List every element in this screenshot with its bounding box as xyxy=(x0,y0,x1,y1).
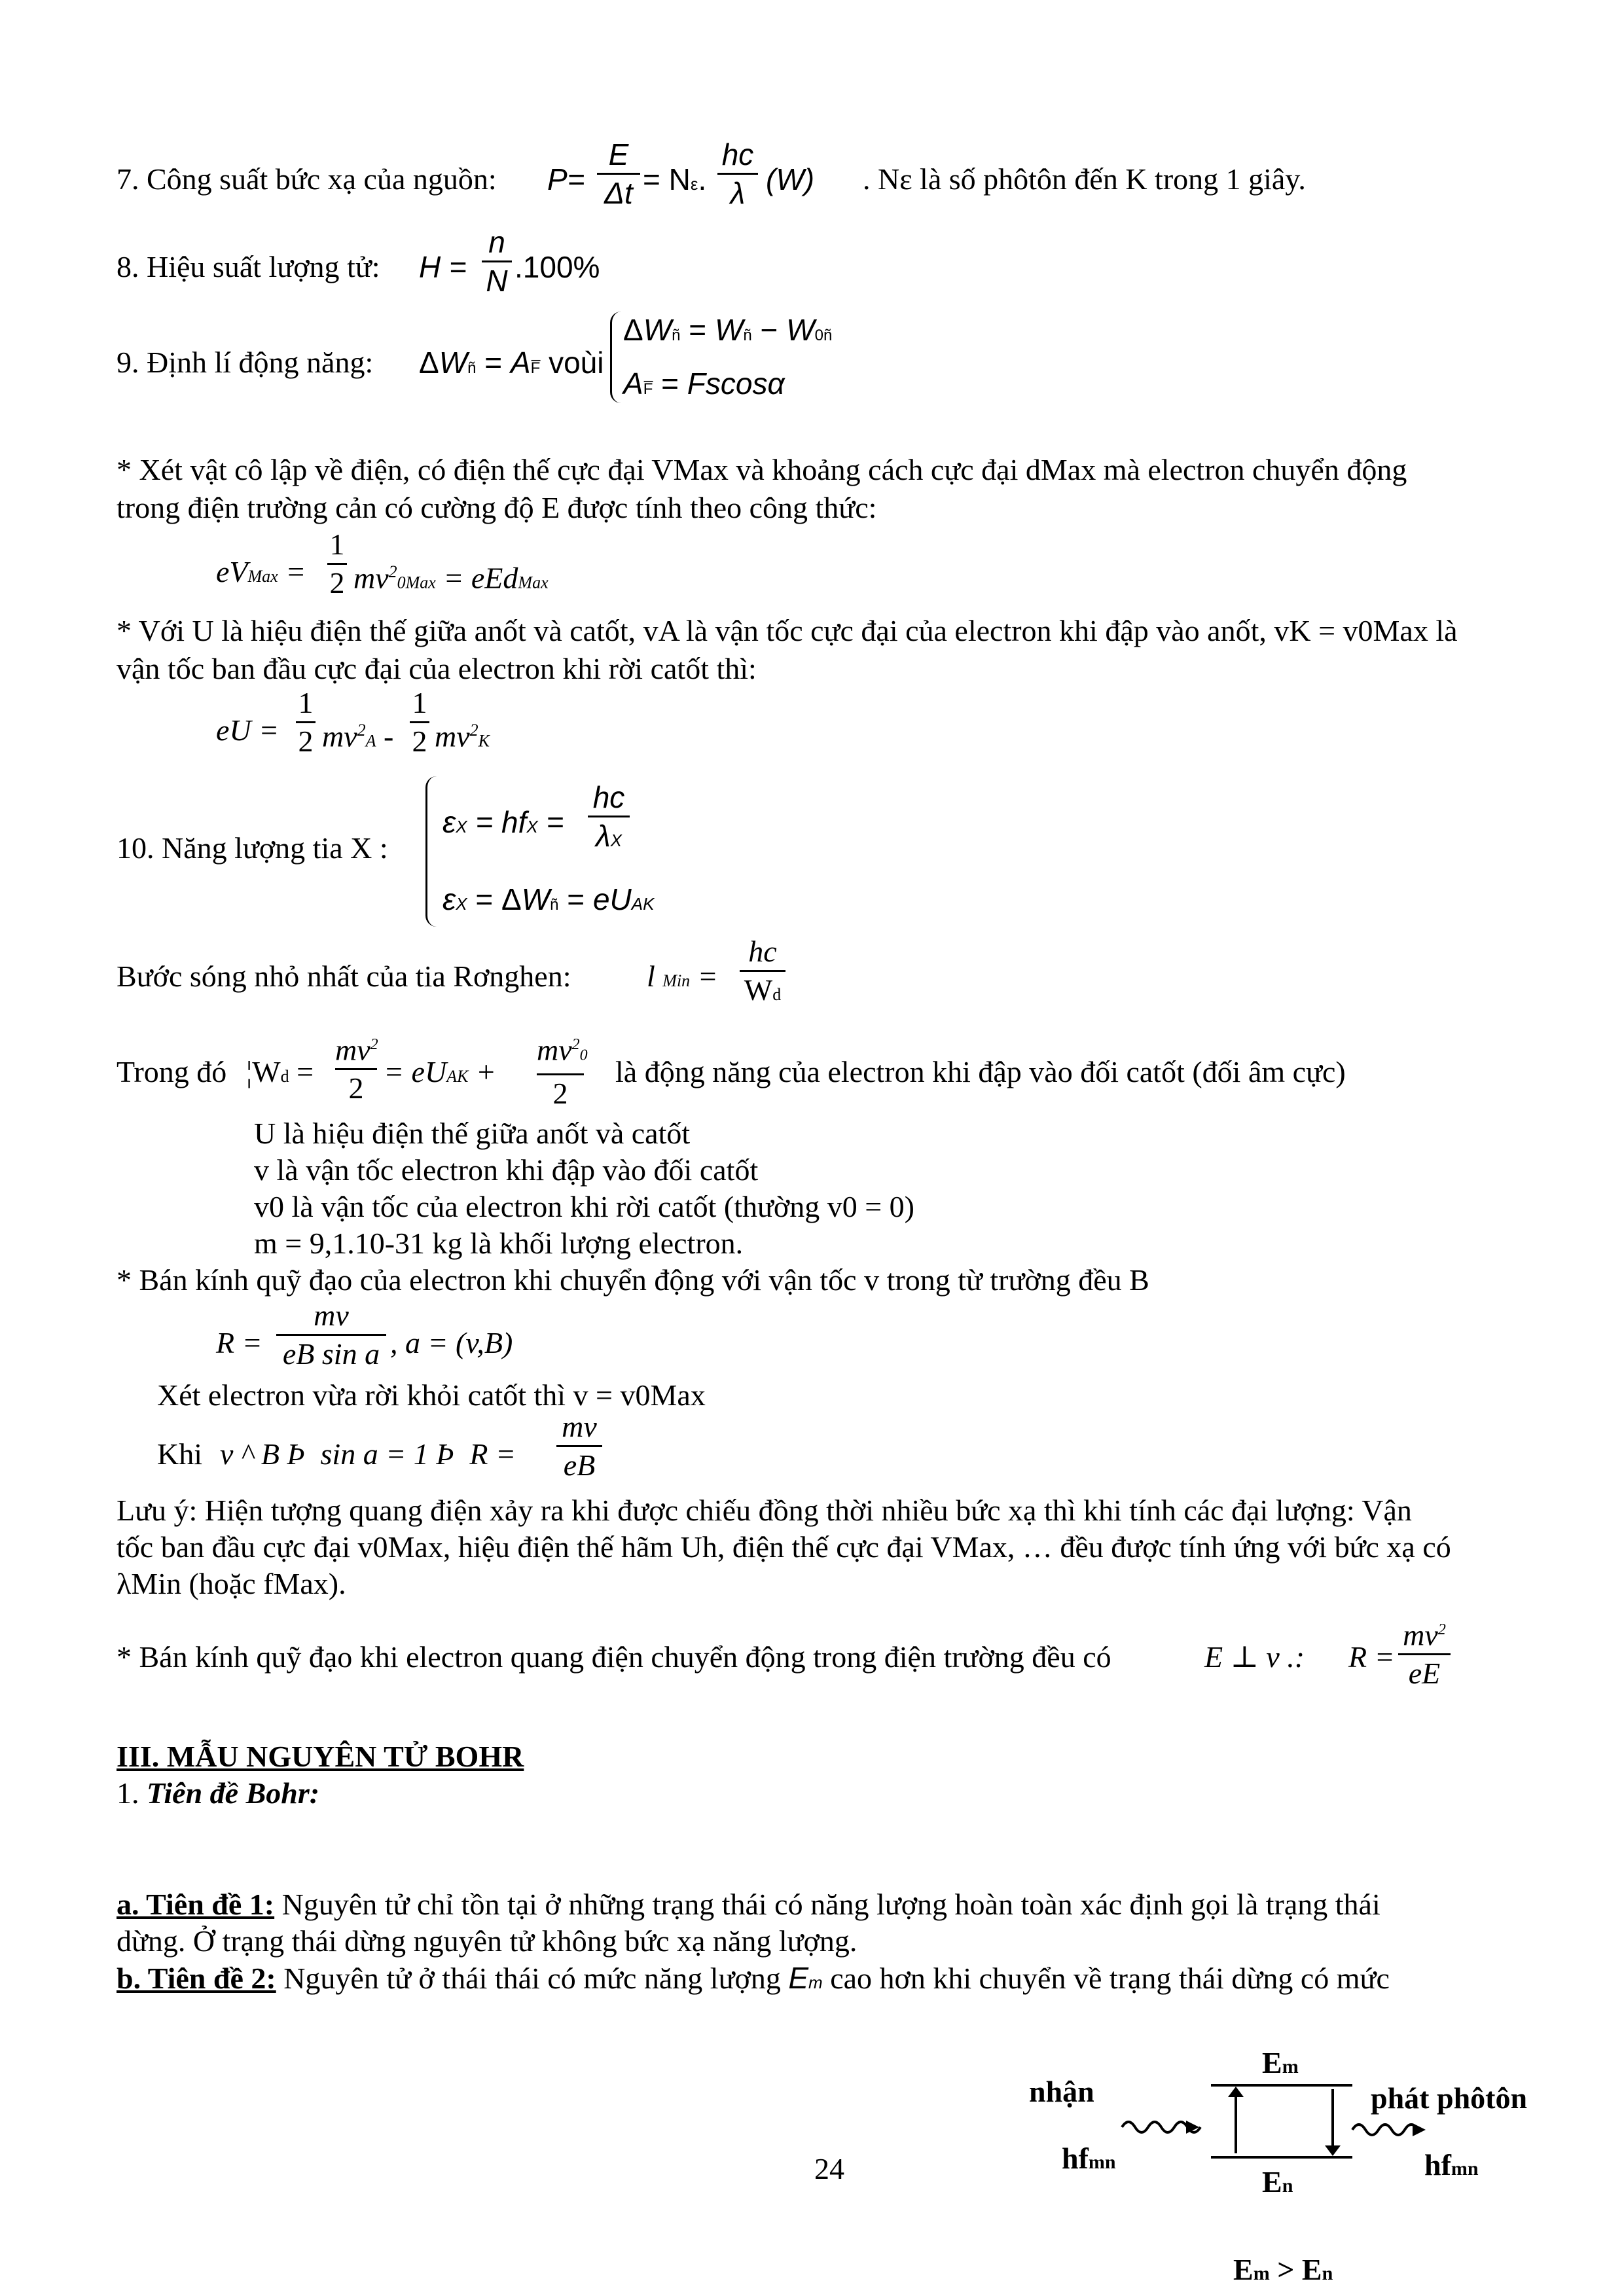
diagram-em: Em xyxy=(1262,2046,1299,2079)
diagram-relation: Em > En xyxy=(1233,2253,1333,2286)
eu-eq-left: eU = xyxy=(216,713,280,747)
perpendicular-condition: v ^ B Þ sin a = 1 Þ R = xyxy=(220,1437,516,1471)
vk-term: $mv^2K$ xyxy=(435,719,490,753)
radius-khi: Khi xyxy=(157,1437,202,1471)
half-fraction-k: 1 2 xyxy=(410,686,429,759)
va-term: $mv^2A$ - xyxy=(322,719,394,753)
para1-line1: * Xét vật cô lập về điện, có điện thế cực đại VMax và khoảng cách cực đại dMax mà electron chuyển động xyxy=(117,453,1407,486)
xray-energy-eq2: εX = ΔWñ = eUAK xyxy=(442,882,655,916)
eu-ak-term: = eUAK + xyxy=(384,1055,496,1088)
postulate-b-pre: Nguyên tử ở thái thái có mức năng lượng xyxy=(276,1962,789,1995)
item7-label: 7. Công suất bức xạ của nguồn: xyxy=(117,162,497,196)
diagram-hf-left: hfmn xyxy=(1062,2142,1116,2175)
half-fraction-a: 1 2 xyxy=(296,686,316,759)
mv02-over-2: $mv^20$ 2 xyxy=(537,1033,588,1111)
note-line2: tốc ban đầu cực đại v0Max, hiệu điện thế hãm Uh, điện thế cực đại VMax, … đều được tính ứng với bức xạ có xyxy=(117,1530,1451,1564)
postulate-b-label: b. Tiên đề 2: xyxy=(117,1962,276,1995)
delta-w-definition: ΔWñ = Wñ − W0ñ xyxy=(623,313,833,347)
postulate-a-line2: dừng. Ở trạng thái dừng nguyên tử không bức xạ năng lượng. xyxy=(117,1924,857,1958)
mv-over-eb-sin: mv eB sin a xyxy=(276,1299,386,1371)
postulate-a-label: a. Tiên đề 1: xyxy=(117,1888,275,1921)
trongdo-l2: v là vận tốc electron khi đập vào đối catốt xyxy=(254,1153,759,1187)
work-definition: AF̅ = Fscosα xyxy=(623,367,785,401)
para2-line1: * Với U là hiệu điện thế giữa anốt và catốt, vA là vận tốc cực đại của electron khi đập vào anốt, vK = v0Max là xyxy=(117,614,1458,647)
wd-symbol: ¦Wd = xyxy=(246,1055,314,1088)
energy-per-time-fraction: E Δt xyxy=(597,137,640,210)
trongdo-l4: m = 9,1.10-31 kg là khối lượng electron. xyxy=(254,1227,744,1260)
trongdo-label: Trong đó xyxy=(117,1055,227,1088)
outgoing-photon-wave xyxy=(1352,2125,1418,2135)
percent-suffix: .100% xyxy=(514,250,600,284)
postulate-a-text1: Nguyên tử chỉ tồn tại ở những trạng thái có năng lượng hoàn toàn xác định gọi là trạng thái xyxy=(274,1888,1380,1921)
half-fraction: 1 2 xyxy=(327,528,347,600)
watt-unit: (W) xyxy=(766,162,815,196)
radius-line1: * Bán kính quỹ đạo của electron khi chuyển động với vận tốc v trong từ trường đều B xyxy=(117,1263,1149,1297)
hc-over-wd: hc Wd xyxy=(740,935,785,1012)
e-perp-v: E ⊥ v .: xyxy=(1204,1640,1305,1674)
mv2-over-ee: $mv^2$ eE xyxy=(1398,1613,1451,1691)
outgoing-photon-head xyxy=(1413,2123,1426,2136)
rontgen-label: Bước sóng nhỏ nhất của tia Rơnghen: xyxy=(117,960,571,993)
trongdo-l3: v0 là vận tốc của electron khi rời catốt (thường v0 = 0) xyxy=(254,1190,914,1223)
radius-symbol: R = xyxy=(216,1326,262,1359)
lambda-min-symbol: l Min = xyxy=(647,960,718,993)
sub-title: Tiên đề Bohr: xyxy=(147,1776,320,1810)
diagram-hf-right: hfmn xyxy=(1424,2148,1479,2181)
diagram-absorb: nhận xyxy=(1029,2075,1094,2108)
item10-label: 10. Năng lượng tia X : xyxy=(117,831,388,865)
section3-heading: III. MẪU NGUYÊN TỬ BOHR xyxy=(117,1740,524,1773)
vmax-eq-left: eVMax = xyxy=(216,555,306,588)
radius-xet: Xét electron vừa rời khỏi catốt thì v = v0Max xyxy=(157,1378,706,1412)
item7-note: . Nε là số phôtôn đến K trong 1 giây. xyxy=(863,162,1306,196)
vmax-eq-right: $mv^20Max$ = eEdMax xyxy=(353,561,549,595)
xray-energy-eq1: εX = hfX = xyxy=(442,805,564,839)
power-symbol: P= xyxy=(547,162,585,196)
diagram-en: En xyxy=(1262,2165,1293,2198)
mv2-over-2: $mv^2$ 2 xyxy=(335,1033,378,1105)
item9-label: 9. Định lí động năng: xyxy=(117,346,374,379)
item8-label: 8. Hiệu suất lượng tử: xyxy=(117,250,380,283)
work-energy-theorem: ΔWñ = AF̅ voùi xyxy=(419,346,604,380)
note-line1: Lưu ý: Hiện tượng quang điện xảy ra khi được chiếu đồng thời nhiều bức xạ thì khi tính các đại lượng: Vận xyxy=(117,1494,1412,1527)
note-line3: λMin (hoặc fMax). xyxy=(117,1567,346,1600)
n-over-N-fraction: n N xyxy=(482,225,512,298)
absorb-arrow-head xyxy=(1228,2087,1244,2097)
mv-over-eb: mv eB xyxy=(556,1410,602,1482)
diagram-emit: phát phôtôn xyxy=(1371,2081,1528,2115)
para2-line2: vận tốc ban đầu cực đại của electron khi rời catốt thì: xyxy=(117,652,757,685)
para1-line2: trong điện trường cản có cường độ E được tính theo công thức: xyxy=(117,491,877,524)
efield-line: * Bán kính quỹ đạo khi electron quang điện chuyển động trong điện trường đều có xyxy=(117,1640,1111,1674)
em-symbol: Em xyxy=(788,1961,823,1995)
radius-efield-symbol: R = xyxy=(1348,1640,1395,1674)
hc-over-lambda: hc λ xyxy=(717,137,758,210)
postulate-b-post: cao hơn khi chuyển về trạng thái dừng có mức xyxy=(822,1962,1390,1995)
alpha-angle-def: , a = (v,B) xyxy=(390,1326,513,1359)
trongdo-tail: là động năng của electron khi đập vào đối catốt (đối âm cực) xyxy=(615,1055,1346,1088)
page-number: 24 xyxy=(814,2152,844,2185)
emit-arrow-head xyxy=(1325,2145,1341,2156)
sub-number: 1. xyxy=(117,1776,147,1810)
photon-count-term: = Nε. xyxy=(643,162,707,196)
hc-over-lambdax: hc λX xyxy=(588,780,630,857)
efficiency-symbol: H = xyxy=(419,250,467,284)
trongdo-l1: U là hiệu điện thế giữa anốt và catốt xyxy=(254,1117,691,1150)
